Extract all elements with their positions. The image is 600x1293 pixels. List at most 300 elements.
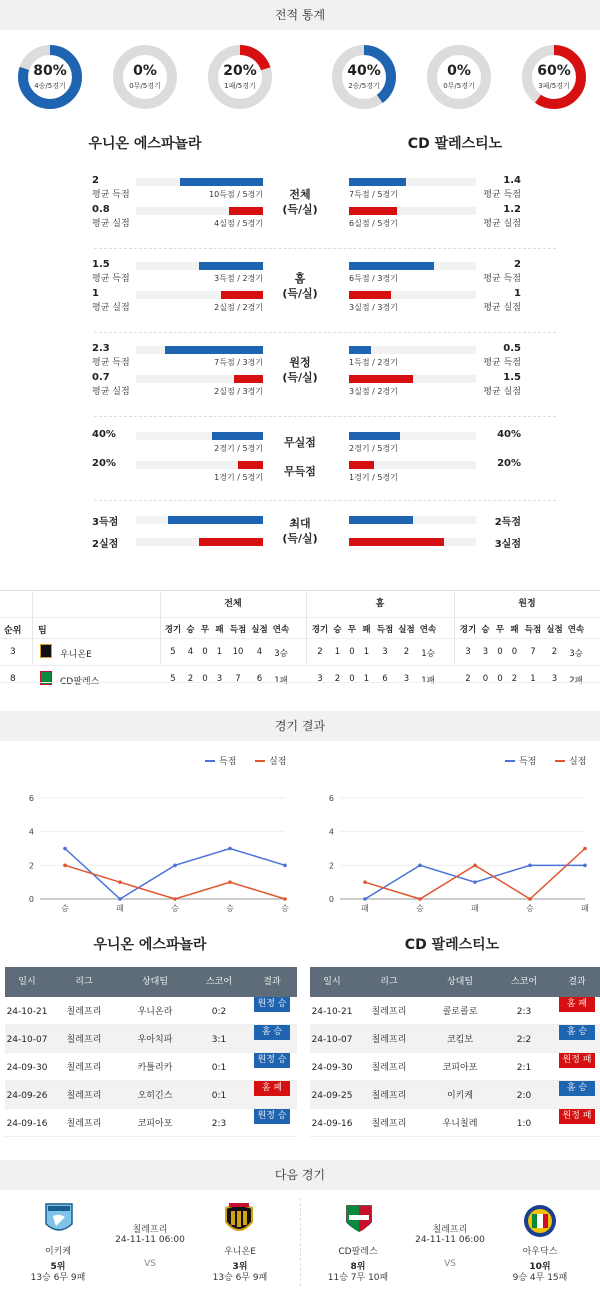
- donut-caption: 4승/5경기: [34, 82, 66, 90]
- results-col-header: 스코어: [205, 977, 233, 987]
- next-divider: [300, 1198, 301, 1286]
- home-stat-value: 1.5: [92, 259, 110, 270]
- results-opp: 이키케: [446, 1091, 474, 1101]
- section-separator: [94, 500, 556, 501]
- away-stat-value: 1.2: [503, 204, 521, 215]
- union-espanola-logo-icon: [223, 1202, 255, 1238]
- section-title-results: 경기 결과: [0, 711, 600, 741]
- standings-col-3: 패: [362, 625, 371, 635]
- standings-col-6: 연속: [272, 625, 290, 635]
- away-bar-caption: 6실점 / 5경기: [349, 219, 398, 228]
- standings-cell: 0: [202, 674, 208, 684]
- away-stat-label: 평균 실점: [483, 387, 521, 397]
- standings-cell: 4: [256, 647, 263, 657]
- home-bar-caption: 2실점 / 3경기: [214, 387, 263, 396]
- results-date: 24-09-16: [311, 1119, 353, 1129]
- series-point: [173, 897, 177, 901]
- results-row: [5, 1109, 297, 1137]
- standings-cell: 2패: [569, 676, 583, 686]
- results-row: [5, 1053, 297, 1081]
- away-bar: [349, 516, 413, 524]
- standings-cell: 0: [497, 647, 503, 657]
- donut-caption: 0무/5경기: [443, 82, 475, 90]
- away-stat-label: 평균 실점: [483, 303, 521, 313]
- x-tick-label: 패: [361, 904, 369, 913]
- standings-col-5: 실점: [251, 625, 268, 635]
- series-point: [418, 864, 422, 868]
- comparison-sublabel: (득/실): [282, 203, 318, 216]
- results-score: 0:1: [211, 1091, 227, 1101]
- legend-label-0: 득점: [219, 757, 237, 767]
- standings-cell: 1: [334, 647, 341, 657]
- home-bar: [165, 346, 263, 354]
- home-bar-caption: 3득점 / 2경기: [214, 274, 263, 283]
- home-stat-value: 2: [92, 175, 99, 186]
- results-score: 2:3: [211, 1119, 227, 1129]
- results-score: 2:3: [516, 1007, 532, 1017]
- section-separator: [94, 248, 556, 249]
- results-col-header: 상대팀: [446, 977, 474, 987]
- results-col-header: 결과: [568, 977, 586, 987]
- y-tick-label: 4: [28, 827, 34, 837]
- standings-cell: 1승: [421, 649, 435, 659]
- standings-col-3: 패: [510, 625, 519, 635]
- x-tick-label: 패: [581, 904, 589, 913]
- series-point: [228, 880, 232, 884]
- away-bar-caption: 7득점 / 5경기: [349, 190, 398, 199]
- standings-col-2: 무: [347, 625, 357, 635]
- comparison-label: 전체: [289, 188, 311, 201]
- results-league: 칠레프리: [371, 1119, 407, 1129]
- results-col-header: 일시: [323, 977, 341, 987]
- donut-caption: 1패/5경기: [224, 82, 256, 90]
- y-tick-label: 2: [328, 861, 334, 871]
- palestino-logo-icon: [343, 1202, 375, 1238]
- away-bar: [349, 178, 406, 186]
- home-bar: [199, 262, 263, 270]
- results-score: 2:0: [516, 1091, 532, 1101]
- away-bar: [349, 291, 391, 299]
- home-stat-value: 0.7: [92, 372, 110, 383]
- standings-team-name: 우니온E: [60, 650, 92, 660]
- away-bar-caption: 1득점 / 2경기: [349, 358, 398, 367]
- next-vs: VS: [144, 1259, 156, 1269]
- results-score: 0:1: [211, 1063, 227, 1073]
- comparison-label: 홈: [294, 272, 306, 285]
- results-date: 24-09-30: [6, 1063, 48, 1073]
- standings-cell: 2: [317, 647, 323, 657]
- results-row: [5, 1025, 297, 1053]
- standings-col-divider: [454, 590, 455, 664]
- result-badge: 원정 승: [254, 997, 290, 1012]
- standings-cell: 2: [403, 647, 410, 657]
- away-results-chart: [300, 748, 600, 923]
- results-opp: 코피아포: [442, 1063, 478, 1073]
- result-badge: 원정 패: [559, 1109, 595, 1124]
- home-stat-value: 0.8: [92, 204, 110, 215]
- standings-col-0: 경기: [311, 625, 329, 635]
- away-bar-caption: 3실점 / 2경기: [349, 387, 398, 396]
- result-badge: 홈 승: [254, 1025, 290, 1040]
- standings-cell: 0: [349, 647, 355, 657]
- home-bar-caption: 2실점 / 2경기: [214, 303, 263, 312]
- results-score: 3:1: [211, 1035, 227, 1045]
- next-team1-name: 이키케: [44, 1247, 72, 1257]
- results-date: 24-09-25: [311, 1091, 353, 1101]
- series-point: [363, 880, 367, 884]
- results-col-header: 리그: [380, 977, 398, 987]
- results-league: 칠레프리: [371, 1035, 407, 1045]
- result-badge: 홈 승: [559, 1025, 595, 1040]
- standings-cell: 0: [202, 647, 208, 657]
- away-stat-value: 1: [514, 288, 521, 299]
- y-tick-label: 0: [328, 895, 334, 904]
- standings-col-0: 경기: [459, 625, 477, 635]
- x-tick-label: 패: [471, 904, 479, 913]
- y-tick-label: 2: [28, 861, 34, 871]
- section-title-stats: 전적 통계: [0, 0, 600, 30]
- y-tick-label: 6: [328, 794, 334, 803]
- result-badge: 원정 승: [254, 1053, 290, 1068]
- standings-cell: 0: [482, 674, 489, 684]
- standings-rank: 8: [10, 674, 16, 684]
- standings-cell: 5: [170, 674, 176, 684]
- section-separator: [94, 332, 556, 333]
- away-stat-value: 0.5: [503, 343, 521, 354]
- donut-caption: 0무/5경기: [129, 82, 161, 90]
- standings-col-4: 득점: [229, 625, 247, 635]
- standings-cell: 4: [187, 647, 194, 657]
- away-bar: [349, 538, 444, 546]
- result-badge: 원정 패: [559, 1053, 595, 1068]
- next-time: 24-11-11 06:00: [415, 1235, 485, 1245]
- results-score: 0:2: [211, 1007, 227, 1017]
- results-league: 칠레프리: [66, 1119, 102, 1129]
- standings-col-1: 승: [481, 625, 490, 635]
- home-stat-value: 2.3: [92, 343, 110, 354]
- home-bar: [234, 375, 263, 383]
- section-separator: [94, 416, 556, 417]
- standings-col-3: 패: [215, 625, 224, 635]
- away-bar: [349, 346, 371, 354]
- standings-cell: 7: [530, 647, 536, 657]
- results-league: 칠레프리: [66, 1063, 102, 1073]
- results-opp: 우니칠레: [442, 1119, 478, 1129]
- standings-cell: 7: [235, 674, 241, 684]
- standings-group-header: 홈: [375, 599, 385, 609]
- away-stat-value: 1.4: [503, 175, 521, 186]
- standings-cell: 1: [363, 647, 370, 657]
- next-team2-rank: 3위: [232, 1262, 248, 1272]
- standings-cell: 1패: [274, 676, 288, 686]
- home-stat-label: 평균 득점: [92, 358, 130, 368]
- away-stat-value: 40%: [497, 429, 521, 440]
- results-score: 2:2: [516, 1035, 532, 1045]
- home-bar: [199, 538, 263, 546]
- results-opp: 콜로콜로: [442, 1007, 478, 1017]
- standings-cell: 3: [551, 674, 558, 684]
- series-point: [363, 897, 367, 901]
- away-bar: [349, 262, 434, 270]
- away-team-name: CD 팔레스티노: [407, 136, 503, 152]
- home-stat-value: 3득점: [92, 517, 119, 528]
- y-tick-label: 0: [28, 895, 34, 904]
- comparison-sublabel: (득/실): [282, 287, 318, 300]
- results-col-header: 상대팀: [141, 977, 169, 987]
- series-point: [63, 864, 67, 868]
- standings-col-divider: [306, 590, 307, 664]
- results-opp: 오히긴스: [137, 1091, 173, 1101]
- series-line-0: [65, 849, 285, 900]
- donut-caption: 2승/5경기: [348, 82, 380, 90]
- standings-cell: 2: [334, 674, 341, 684]
- standings-col-2: 무: [495, 625, 505, 635]
- next-team1-name: CD팔레스: [338, 1247, 378, 1257]
- standings-cell: 1: [216, 647, 223, 657]
- series-point: [283, 897, 287, 901]
- results-row: [5, 997, 297, 1025]
- series-point: [418, 897, 422, 901]
- next-league: 칠레프리: [432, 1225, 468, 1235]
- results-score: 1:0: [516, 1119, 532, 1129]
- audax-logo-icon: [523, 1204, 557, 1238]
- series-point: [228, 847, 232, 851]
- standings-header-line: [0, 617, 600, 618]
- union-espanola-icon: [40, 644, 52, 658]
- home-stat-label: 평균 실점: [92, 303, 130, 313]
- results-row: [310, 1081, 600, 1109]
- comparison-sublabel: (득/실): [282, 371, 318, 384]
- home-team-name: 우니온 에스파뇰라: [88, 136, 202, 152]
- x-tick-label: 패: [116, 904, 124, 913]
- series-line-1: [365, 849, 585, 900]
- x-tick-label: 승: [526, 904, 534, 913]
- x-tick-label: 승: [416, 904, 424, 913]
- comparison-label: 최대: [289, 517, 311, 530]
- result-badge: 홈 패: [254, 1081, 290, 1096]
- away-team-results-title: CD 팔레스티노: [404, 937, 500, 953]
- standings-col-6: 연속: [419, 625, 437, 635]
- away-stat-value: 3실점: [494, 539, 521, 550]
- standings-col-5: 실점: [398, 625, 415, 635]
- results-col-header: 스코어: [510, 977, 538, 987]
- donut-percent: 0%: [133, 63, 157, 79]
- series-point: [473, 880, 477, 884]
- results-opp: 코피아포: [137, 1119, 173, 1129]
- standings-col-1: 승: [333, 625, 342, 635]
- x-tick-label: 승: [226, 904, 234, 913]
- standings-cell: 3승: [274, 649, 288, 659]
- standings-col-4: 득점: [524, 625, 542, 635]
- series-point: [583, 847, 587, 851]
- y-tick-label: 4: [328, 827, 334, 837]
- away-bar: [349, 375, 413, 383]
- standings-cell: 5: [170, 647, 176, 657]
- donut-caption: 3패/5경기: [538, 82, 570, 90]
- standings-cell: 0: [511, 647, 518, 657]
- standings-bottom-line: [0, 682, 600, 683]
- away-bar-caption: 2경기 / 5경기: [349, 444, 398, 453]
- home-bar: [229, 207, 263, 215]
- standings-cell: 2: [187, 674, 194, 684]
- next-league: 칠레프리: [132, 1225, 168, 1235]
- standings-cell: 0: [349, 674, 355, 684]
- results-row: [310, 1109, 600, 1137]
- results-score: 2:1: [516, 1063, 532, 1073]
- series-point: [473, 864, 477, 868]
- home-stat-label: 평균 실점: [92, 387, 130, 397]
- results-col-header: 결과: [263, 977, 281, 987]
- results-header-home: [5, 967, 297, 997]
- section-title-next: 다음 경기: [0, 1160, 600, 1190]
- results-row: [310, 997, 600, 1025]
- results-league: 칠레프리: [66, 1007, 102, 1017]
- away-bar: [349, 432, 400, 440]
- away-bar-caption: 6득점 / 3경기: [349, 274, 398, 283]
- next-team1-rank: 8위: [350, 1262, 366, 1272]
- standings-cell: 10: [232, 647, 244, 657]
- standings-group-header: 원정: [518, 599, 536, 609]
- home-bar-caption: 7득점 / 3경기: [214, 358, 263, 367]
- home-bar-caption: 10득점 / 5경기: [209, 190, 263, 199]
- next-team1-record: 13승 6무 9패: [30, 1273, 86, 1283]
- standings-cell: 3: [382, 647, 388, 657]
- standings-cell: 3: [403, 674, 410, 684]
- standings-col-team: 팀: [38, 626, 47, 636]
- results-league: 칠레프리: [371, 1063, 407, 1073]
- away-stat-label: 평균 실점: [483, 219, 521, 229]
- standings-cell: 1: [363, 674, 370, 684]
- result-badge: 홈 패: [559, 997, 595, 1012]
- results-opp: 우아치파: [137, 1035, 173, 1045]
- away-bar: [349, 207, 397, 215]
- standings-cell: 2: [551, 647, 558, 657]
- away-bar-caption: 3실점 / 3경기: [349, 303, 398, 312]
- comparison-label: 무득점: [284, 465, 316, 478]
- results-opp: 우니온라: [137, 1007, 173, 1017]
- standings-col-2: 무: [200, 625, 210, 635]
- standings-col-4: 득점: [376, 625, 394, 635]
- series-point: [118, 880, 122, 884]
- results-date: 24-09-30: [311, 1063, 353, 1073]
- next-team2-name: 아우닥스: [522, 1247, 558, 1257]
- standings-cell: 0: [497, 674, 503, 684]
- results-league: 칠레프리: [66, 1091, 102, 1101]
- standings-col-1: 승: [186, 625, 195, 635]
- results-date: 24-09-16: [6, 1119, 48, 1129]
- home-stat-label: 평균 실점: [92, 219, 130, 229]
- donut-percent: 60%: [537, 63, 571, 79]
- standings-col-5: 실점: [546, 625, 563, 635]
- series-point: [118, 897, 122, 901]
- donut-percent: 80%: [33, 63, 67, 79]
- legend-label-0: 득점: [519, 757, 537, 767]
- next-team1-rank: 5위: [50, 1262, 66, 1272]
- donut-percent: 20%: [223, 63, 257, 79]
- results-header-away: [310, 967, 600, 997]
- home-bar-caption: 4실점 / 5경기: [214, 219, 263, 228]
- legend-label-1: 실점: [569, 757, 587, 767]
- standings-cell: 6: [256, 674, 263, 684]
- x-tick-label: 승: [281, 904, 289, 913]
- iquique-logo-icon: [44, 1202, 74, 1238]
- x-tick-label: 승: [171, 904, 179, 913]
- series-point: [528, 864, 532, 868]
- away-stat-label: 평균 득점: [483, 358, 521, 368]
- away-stat-value: 1.5: [503, 372, 521, 383]
- home-stat-value: 20%: [92, 458, 116, 469]
- comparison-sublabel: (득/실): [282, 532, 318, 545]
- series-point: [63, 847, 67, 851]
- away-stat-value: 20%: [497, 458, 521, 469]
- results-date: 24-10-21: [6, 1007, 48, 1017]
- home-bar: [238, 461, 263, 469]
- home-bar-caption: 1경기 / 5경기: [214, 473, 263, 482]
- series-point: [528, 897, 532, 901]
- standings-col-divider: [32, 590, 33, 664]
- home-bar-caption: 2경기 / 5경기: [214, 444, 263, 453]
- next-time: 24-11-11 06:00: [115, 1235, 185, 1245]
- results-row: [310, 1053, 600, 1081]
- away-stat-label: 평균 득점: [483, 274, 521, 284]
- standings-team-name: CD팔레스: [60, 677, 100, 687]
- home-bar: [180, 178, 263, 186]
- next-team2-name: 우니온E: [224, 1247, 256, 1257]
- donut-percent: 0%: [447, 63, 471, 79]
- standings-cell: 3: [317, 674, 323, 684]
- standings-col-divider: [160, 590, 161, 664]
- standings-col-6: 연속: [567, 625, 585, 635]
- results-col-header: 리그: [75, 977, 93, 987]
- away-bar-caption: 1경기 / 5경기: [349, 473, 398, 482]
- away-bar: [349, 461, 374, 469]
- standings-cell: 1패: [421, 676, 435, 686]
- home-team-results-title: 우니온 에스파뇰라: [93, 937, 207, 953]
- results-opp: 코킴보: [446, 1035, 474, 1045]
- series-point: [283, 864, 287, 868]
- series-point: [173, 864, 177, 868]
- results-col-header: 일시: [18, 977, 36, 987]
- results-row: [310, 1025, 600, 1053]
- donut-percent: 40%: [347, 63, 381, 79]
- result-badge: 홈 승: [559, 1081, 595, 1096]
- results-opp: 카틀리카: [137, 1063, 173, 1073]
- next-team1-record: 11승 7무 10패: [327, 1273, 389, 1283]
- result-badge: 원정 승: [254, 1109, 290, 1124]
- comparison-label: 원정: [289, 356, 311, 369]
- standings-row-line: [0, 665, 600, 666]
- next-vs: VS: [444, 1259, 456, 1269]
- home-stat-value: 2실점: [92, 539, 119, 550]
- results-date: 24-09-26: [6, 1091, 48, 1101]
- standings-cell: 3: [216, 674, 223, 684]
- comparison-label: 무실점: [284, 436, 316, 449]
- away-stat-label: 평균 득점: [483, 190, 521, 200]
- standings-col-rank: 순위: [4, 626, 22, 636]
- home-bar: [212, 432, 263, 440]
- home-stat-label: 평균 득점: [92, 190, 130, 200]
- next-team2-record: 13승 6무 9패: [212, 1273, 268, 1283]
- home-stat-value: 40%: [92, 429, 116, 440]
- results-league: 칠레프리: [66, 1035, 102, 1045]
- standings-cell: 2: [511, 674, 518, 684]
- standings-cell: 2: [465, 674, 471, 684]
- y-tick-label: 6: [28, 794, 34, 803]
- home-bar: [221, 291, 263, 299]
- x-tick-label: 승: [61, 904, 69, 913]
- series-line-1: [65, 865, 285, 899]
- standings-row-line: [0, 638, 600, 639]
